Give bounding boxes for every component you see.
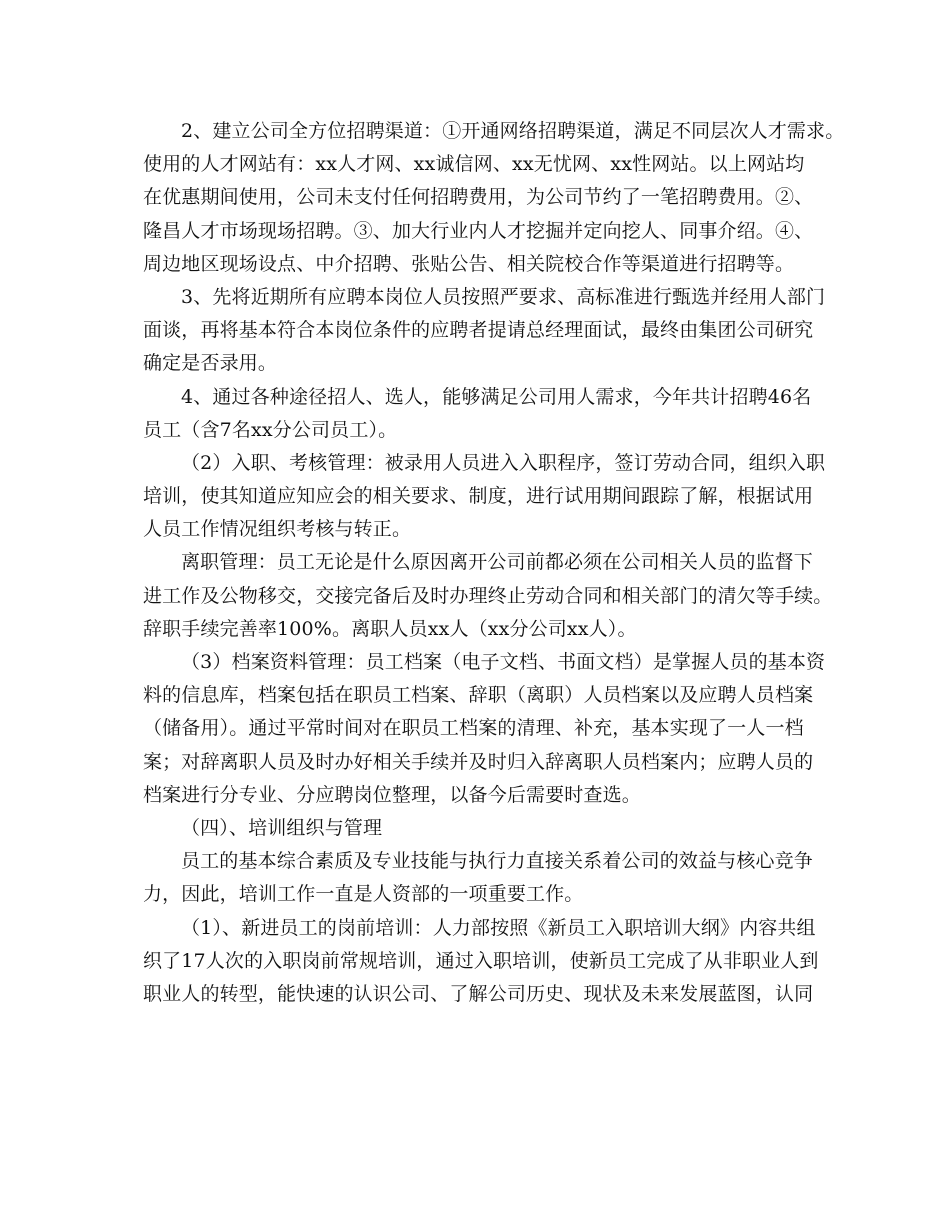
paragraph-line: 培训，使其知道应知应会的相关要求、制度，进行试用期间跟踪了解，根据试用 bbox=[143, 485, 814, 508]
paragraph-line: 织了17人次的入职岗前常规培训，通过入职培训，使新员工完成了从非职业人到 bbox=[143, 949, 819, 972]
paragraph-first-line: （2）入职、考核管理：被录用人员进入入职程序，签订劳动合同，组织入职 bbox=[181, 451, 826, 474]
paragraph-line: （储备用）。通过平常时间对在职员工档案的清理、补充，基本实现了一人一档 bbox=[143, 717, 804, 740]
paragraph-line: 周边地区现场设点、中介招聘、张贴公告、相关院校合作等渠道进行招聘等。 bbox=[143, 252, 795, 275]
paragraph-line: 进工作及公物移交，交接完备后及时办理终止劳动合同和相关部门的清欠等手续。 bbox=[143, 584, 833, 607]
paragraph-first-line: 2、建立公司全方位招聘渠道：①开通网络招聘渠道，满足不同层次人才需求。 bbox=[181, 120, 845, 142]
paragraph-first-line: 3、先将近期所有应聘本岗位人员按照严要求、高标准进行甄选并经用人部门 bbox=[181, 285, 826, 308]
paragraph-line: 料的信息库，档案包括在职员工档案、辞职（离职）人员档案以及应聘人员档案 bbox=[143, 684, 814, 707]
paragraph-first-line: （四）、培训组织与管理 bbox=[181, 816, 383, 839]
document-body bbox=[143, 115, 845, 1011]
paragraph-first-line: （1）、新进员工的岗前培训：人力部按照《新员工入职培训大纲》内容共组 bbox=[181, 916, 816, 939]
paragraph-first-line: 员工的基本综合素质及专业技能与执行力直接关系着公司的效益与核心竞争 bbox=[181, 850, 813, 873]
paragraph-first-line: 4、通过各种途径招人、选人，能够满足公司用人需求，今年共计招聘46名 bbox=[181, 385, 812, 408]
paragraph-first-line: 离职管理：员工无论是什么原因离开公司前都必须在公司相关人员的监督下 bbox=[181, 551, 813, 574]
paragraph-line: 隆昌人才市场现场招聘。③、加大行业内人才挖掘并定向挖人、同事介绍。④、 bbox=[143, 219, 814, 242]
paragraph-first-line: （3）档案资料管理：员工档案（电子文档、书面文档）是掌握人员的基本资 bbox=[181, 651, 826, 673]
paragraph-line: 职业人的转型，能快速的认识公司、了解公司历史、现状及未来发展蓝图，认同 bbox=[143, 982, 814, 1005]
paragraph-line: 确定是否录用。 bbox=[143, 352, 278, 375]
paragraph-line: 力，因此，培训工作一直是人资部的一项重要工作。 bbox=[143, 883, 584, 906]
paragraph-line: 在优惠期间使用，公司未支付任何招聘费用，为公司节约了一笔招聘费用。②、 bbox=[143, 186, 814, 209]
paragraph-line: 员工（含7名xx分公司员工）。 bbox=[143, 418, 398, 441]
paragraph-line: 面谈，再将基本符合本岗位条件的应聘者提请总经理面试，最终由集团公司研究 bbox=[143, 319, 814, 342]
paragraph-line: 档案进行分专业、分应聘岗位整理，以备今后需要时查选。 bbox=[143, 783, 641, 806]
paragraph-line: 辞职手续完善率100%。离职人员xx人（xx分公司xx人）。 bbox=[143, 617, 637, 640]
paragraph-line: 使用的人才网站有：xx人才网、xx诚信网、xx无忧网、xx性网站。以上网站均 bbox=[143, 153, 805, 176]
paragraph-line: 案；对辞离职人员及时办好相关手续并及时归入辞离职人员档案内；应聘人员的 bbox=[143, 750, 814, 773]
paragraph-line: 人员工作情况组织考核与转正。 bbox=[143, 518, 412, 541]
